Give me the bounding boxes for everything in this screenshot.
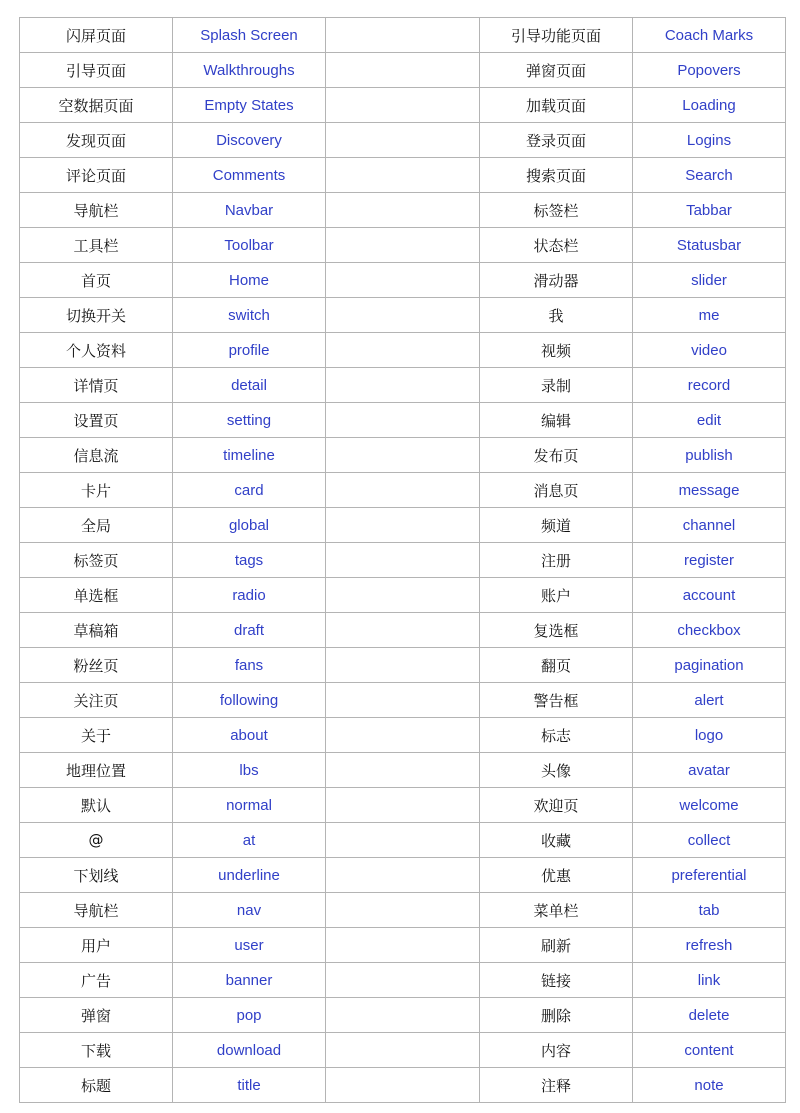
term-english-right: Loading [633, 88, 786, 123]
term-english-right: account [633, 578, 786, 613]
term-english-right: preferential [633, 858, 786, 893]
term-english-left: pop [173, 998, 326, 1033]
spacer-cell [326, 193, 480, 228]
term-chinese-left: 导航栏 [20, 893, 173, 928]
spacer-cell [326, 683, 480, 718]
table-row [20, 648, 786, 683]
table-row [20, 928, 786, 963]
term-english-left: draft [173, 613, 326, 648]
term-chinese-right: 编辑 [480, 403, 633, 438]
term-english-left: following [173, 683, 326, 718]
table-row [20, 158, 786, 193]
term-chinese-right: 标志 [480, 718, 633, 753]
term-english-right: logo [633, 718, 786, 753]
term-chinese-left: 默认 [20, 788, 173, 823]
spacer-cell [326, 753, 480, 788]
term-english-left: Comments [173, 158, 326, 193]
table-row [20, 823, 786, 858]
term-english-right: note [633, 1068, 786, 1103]
term-english-left: Discovery [173, 123, 326, 158]
table-row [20, 88, 786, 123]
term-chinese-right: 搜索页面 [480, 158, 633, 193]
term-chinese-left: @ [20, 823, 173, 858]
term-chinese-left: 卡片 [20, 473, 173, 508]
term-english-right: alert [633, 683, 786, 718]
term-chinese-right: 状态栏 [480, 228, 633, 263]
term-english-left: detail [173, 368, 326, 403]
term-chinese-right: 加载页面 [480, 88, 633, 123]
term-chinese-left: 关注页 [20, 683, 173, 718]
term-english-left: Splash Screen [173, 18, 326, 53]
term-chinese-right: 菜单栏 [480, 893, 633, 928]
term-chinese-right: 发布页 [480, 438, 633, 473]
term-chinese-right: 内容 [480, 1033, 633, 1068]
term-chinese-left: 标题 [20, 1068, 173, 1103]
term-english-right: Statusbar [633, 228, 786, 263]
term-english-left: profile [173, 333, 326, 368]
term-english-right: refresh [633, 928, 786, 963]
table-row [20, 53, 786, 88]
term-english-left: download [173, 1033, 326, 1068]
table-row [20, 613, 786, 648]
term-english-right: content [633, 1033, 786, 1068]
term-chinese-left: 切换开关 [20, 298, 173, 333]
term-english-left: switch [173, 298, 326, 333]
term-english-left: card [173, 473, 326, 508]
term-chinese-right: 注册 [480, 543, 633, 578]
table-row [20, 1033, 786, 1068]
term-english-left: underline [173, 858, 326, 893]
table-row [20, 123, 786, 158]
spacer-cell [326, 88, 480, 123]
term-chinese-right: 滑动器 [480, 263, 633, 298]
term-english-right: message [633, 473, 786, 508]
term-chinese-left: 弹窗 [20, 998, 173, 1033]
term-chinese-left: 设置页 [20, 403, 173, 438]
term-english-left: nav [173, 893, 326, 928]
spacer-cell [326, 718, 480, 753]
term-chinese-right: 优惠 [480, 858, 633, 893]
table-row [20, 228, 786, 263]
term-chinese-left: 工具栏 [20, 228, 173, 263]
term-chinese-left: 地理位置 [20, 753, 173, 788]
term-chinese-left: 广告 [20, 963, 173, 998]
term-english-right: Coach Marks [633, 18, 786, 53]
term-chinese-left: 信息流 [20, 438, 173, 473]
term-chinese-left: 发现页面 [20, 123, 173, 158]
spacer-cell [326, 298, 480, 333]
spacer-cell [326, 333, 480, 368]
spacer-cell [326, 508, 480, 543]
spacer-cell [326, 403, 480, 438]
term-chinese-left: 导航栏 [20, 193, 173, 228]
term-english-right: avatar [633, 753, 786, 788]
term-english-right: video [633, 333, 786, 368]
term-chinese-right: 频道 [480, 508, 633, 543]
term-chinese-left: 标签页 [20, 543, 173, 578]
term-chinese-right: 翻页 [480, 648, 633, 683]
table-row [20, 403, 786, 438]
table-row [20, 753, 786, 788]
term-chinese-right: 收藏 [480, 823, 633, 858]
term-chinese-right: 登录页面 [480, 123, 633, 158]
term-chinese-left: 空数据页面 [20, 88, 173, 123]
term-english-left: about [173, 718, 326, 753]
table-row [20, 368, 786, 403]
term-english-left: banner [173, 963, 326, 998]
term-english-left: lbs [173, 753, 326, 788]
table-row [20, 508, 786, 543]
term-english-left: title [173, 1068, 326, 1103]
term-chinese-right: 刷新 [480, 928, 633, 963]
term-english-right: publish [633, 438, 786, 473]
term-english-right: delete [633, 998, 786, 1033]
term-chinese-right: 我 [480, 298, 633, 333]
term-chinese-left: 首页 [20, 263, 173, 298]
spacer-cell [326, 1068, 480, 1103]
table-row [20, 263, 786, 298]
term-chinese-left: 下划线 [20, 858, 173, 893]
term-chinese-right: 账户 [480, 578, 633, 613]
table-row [20, 543, 786, 578]
term-chinese-right: 欢迎页 [480, 788, 633, 823]
term-english-right: me [633, 298, 786, 333]
term-english-left: Toolbar [173, 228, 326, 263]
term-english-right: link [633, 963, 786, 998]
term-english-right: collect [633, 823, 786, 858]
spacer-cell [326, 893, 480, 928]
spacer-cell [326, 928, 480, 963]
term-english-right: tab [633, 893, 786, 928]
term-english-right: record [633, 368, 786, 403]
spacer-cell [326, 543, 480, 578]
term-english-left: user [173, 928, 326, 963]
term-english-left: fans [173, 648, 326, 683]
term-english-right: Tabbar [633, 193, 786, 228]
table-row [20, 718, 786, 753]
spacer-cell [326, 1033, 480, 1068]
term-english-left: Empty States [173, 88, 326, 123]
term-english-right: welcome [633, 788, 786, 823]
term-english-left: normal [173, 788, 326, 823]
term-chinese-left: 详情页 [20, 368, 173, 403]
spacer-cell [326, 438, 480, 473]
table-row [20, 578, 786, 613]
term-chinese-left: 评论页面 [20, 158, 173, 193]
term-chinese-left: 下载 [20, 1033, 173, 1068]
term-chinese-left: 全局 [20, 508, 173, 543]
spacer-cell [326, 158, 480, 193]
term-chinese-right: 头像 [480, 753, 633, 788]
table-row [20, 18, 786, 53]
term-chinese-left: 粉丝页 [20, 648, 173, 683]
table-row [20, 788, 786, 823]
term-english-right: slider [633, 263, 786, 298]
spacer-cell [326, 613, 480, 648]
term-chinese-left: 个人资料 [20, 333, 173, 368]
table-row [20, 438, 786, 473]
term-chinese-left: 闪屏页面 [20, 18, 173, 53]
term-english-right: checkbox [633, 613, 786, 648]
term-chinese-right: 链接 [480, 963, 633, 998]
term-english-right: Logins [633, 123, 786, 158]
spacer-cell [326, 473, 480, 508]
table-row [20, 1068, 786, 1103]
term-english-left: radio [173, 578, 326, 613]
term-chinese-right: 录制 [480, 368, 633, 403]
term-english-right: Search [633, 158, 786, 193]
term-english-left: setting [173, 403, 326, 438]
table-row [20, 193, 786, 228]
spacer-cell [326, 53, 480, 88]
spacer-cell [326, 648, 480, 683]
glossary-body [20, 18, 786, 1103]
term-chinese-right: 视频 [480, 333, 633, 368]
term-chinese-right: 注释 [480, 1068, 633, 1103]
term-chinese-right: 警告框 [480, 683, 633, 718]
term-chinese-right: 标签栏 [480, 193, 633, 228]
term-english-left: Navbar [173, 193, 326, 228]
term-chinese-left: 关于 [20, 718, 173, 753]
term-english-left: Home [173, 263, 326, 298]
table-row [20, 858, 786, 893]
spacer-cell [326, 823, 480, 858]
table-row [20, 998, 786, 1033]
glossary-table [19, 17, 786, 1103]
spacer-cell [326, 123, 480, 158]
term-english-left: global [173, 508, 326, 543]
spacer-cell [326, 228, 480, 263]
term-chinese-left: 单选框 [20, 578, 173, 613]
term-chinese-left: 草稿箱 [20, 613, 173, 648]
table-row [20, 963, 786, 998]
spacer-cell [326, 18, 480, 53]
term-english-right: pagination [633, 648, 786, 683]
spacer-cell [326, 578, 480, 613]
term-english-right: Popovers [633, 53, 786, 88]
spacer-cell [326, 788, 480, 823]
term-english-right: edit [633, 403, 786, 438]
spacer-cell [326, 963, 480, 998]
term-english-right: channel [633, 508, 786, 543]
table-row [20, 893, 786, 928]
table-row [20, 473, 786, 508]
term-chinese-right: 消息页 [480, 473, 633, 508]
term-english-right: register [633, 543, 786, 578]
spacer-cell [326, 998, 480, 1033]
term-chinese-right: 复选框 [480, 613, 633, 648]
term-chinese-left: 引导页面 [20, 53, 173, 88]
term-chinese-right: 删除 [480, 998, 633, 1033]
spacer-cell [326, 263, 480, 298]
term-chinese-right: 弹窗页面 [480, 53, 633, 88]
term-english-left: tags [173, 543, 326, 578]
table-row [20, 683, 786, 718]
table-row [20, 333, 786, 368]
term-chinese-left: 用户 [20, 928, 173, 963]
term-english-left: timeline [173, 438, 326, 473]
spacer-cell [326, 368, 480, 403]
term-english-left: at [173, 823, 326, 858]
term-chinese-right: 引导功能页面 [480, 18, 633, 53]
term-english-left: Walkthroughs [173, 53, 326, 88]
table-row [20, 298, 786, 333]
spacer-cell [326, 858, 480, 893]
